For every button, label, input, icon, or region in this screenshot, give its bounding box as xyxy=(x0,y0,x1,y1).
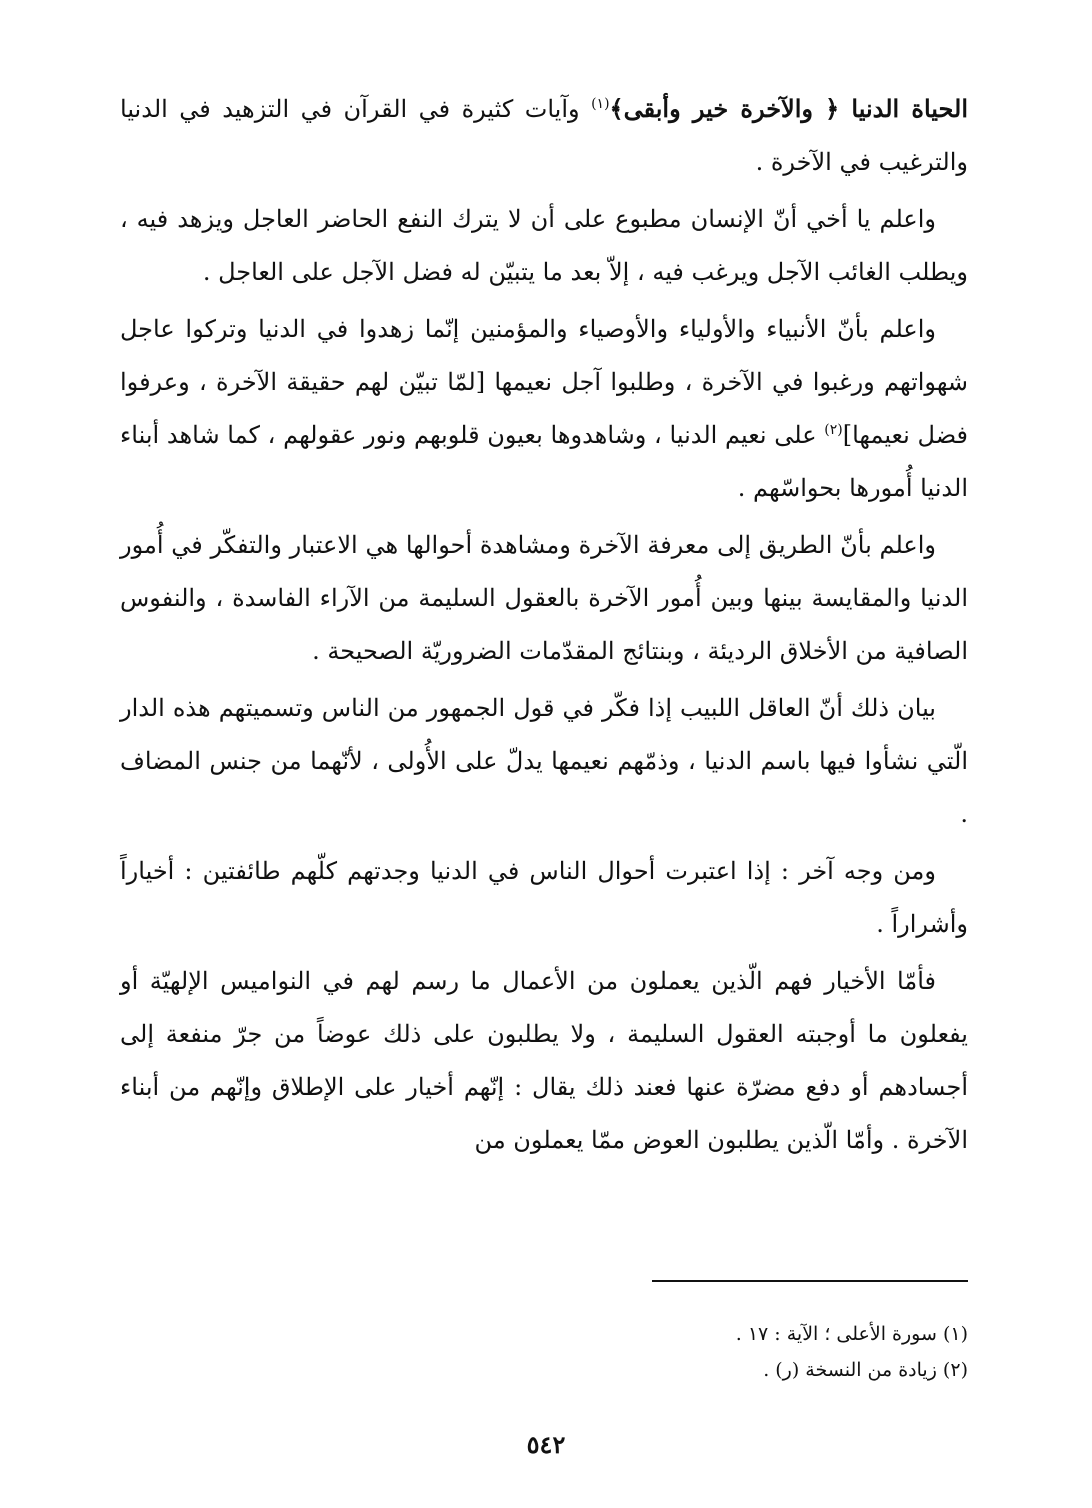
paragraph-3-text-before: واعلم بأنّ الأنبياء والأولياء والأوصياء والمؤمنين إنّما زهدوا في الدنيا وتركوا عاجل شهواتهم ورغبوا في الآخرة ، وطلبوا آجل نعيمها [لمّا تبيّن لهم حقيقة الآخرة ، وعرفوا فضل نعيمها] xyxy=(120,315,969,449)
paragraph-6: ومن وجه آخر : إذا اعتبرت أحوال الناس في الدنيا وجدتهم كلّهم طائفتين : أخياراً وأشراراً . xyxy=(120,857,968,938)
footnotes xyxy=(120,1316,968,1388)
footnote-1: (١) سورة الأعلى ؛ الآية : ١٧ . xyxy=(735,1323,968,1345)
paragraph-3-text-after: على نعيم الدنيا ، وشاهدوها بعيون قلوبهم ونور عقولهم ، كما شاهد أبناء الدنيا أُمورها بحواسّهم . xyxy=(120,421,968,502)
page-number: ٥٤٢ xyxy=(526,1430,566,1459)
page-body xyxy=(120,82,968,1171)
footnote-2: (٢) زيادة من النسخة (ر) . xyxy=(763,1359,968,1381)
paragraph-5: بيان ذلك أنّ العاقل اللبيب إذا فكّر في قول الجمهور من الناس وتسميتهم هذه الدار الّتي نشأوا فيها باسم الدنيا ، وذمّهم نعيمها يدلّ على الأُولى ، لأنّهما من جنس المضاف . xyxy=(120,694,968,828)
paragraph-4: واعلم بأنّ الطريق إلى معرفة الآخرة ومشاهدة أحوالها هي الاعتبار والتفكّر في أُمور الدنيا والمقايسة بينها وبين أُمور الآخرة بالعقول السليمة من الآراء الفاسدة ، والنفوس الصافية من الأخلاق الرديئة ، وبنتائج المقدّمات الضروريّة الصحيحة . xyxy=(120,531,968,665)
paragraph-3 xyxy=(120,303,968,515)
paragraph-7: فأمّا الأخيار فهم الّذين يعملون من الأعمال ما رسم لهم في النواميس الإلهيّة أو يفعلون ما أوجبته العقول السليمة ، ولا يطلبون على ذلك عوضاً من جرّ منفعة إلى أجسادهم أو دفع مضرّة عنها فعند ذلك يقال : إنّهم أخيار على الإطلاق وإنّهم من أبناء الآخرة . وأمّا الّذين يطلبون العوض ممّا يعملون من xyxy=(120,967,968,1154)
footnote-ref-2[interactable]: (٢) xyxy=(824,422,843,438)
quran-quote: الحياة الدنيا ﴿ والآخرة خير وأبقى﴾ xyxy=(609,94,968,123)
footnote-divider xyxy=(652,1280,968,1282)
paragraph-1 xyxy=(120,82,968,189)
footnote-ref-1[interactable]: (١) xyxy=(591,96,610,112)
paragraph-1-text: وآيات كثيرة في القرآن في التزهيد في الدنيا والترغيب في الآخرة . xyxy=(120,95,968,176)
paragraph-2: واعلم يا أخي أنّ الإنسان مطبوع على أن لا يترك النفع الحاضر العاجل ويزهد فيه ، ويطلب الغائب الآجل ويرغب فيه ، إلاّ بعد ما يتبيّن له فضل الآجل على العاجل . xyxy=(120,205,968,286)
